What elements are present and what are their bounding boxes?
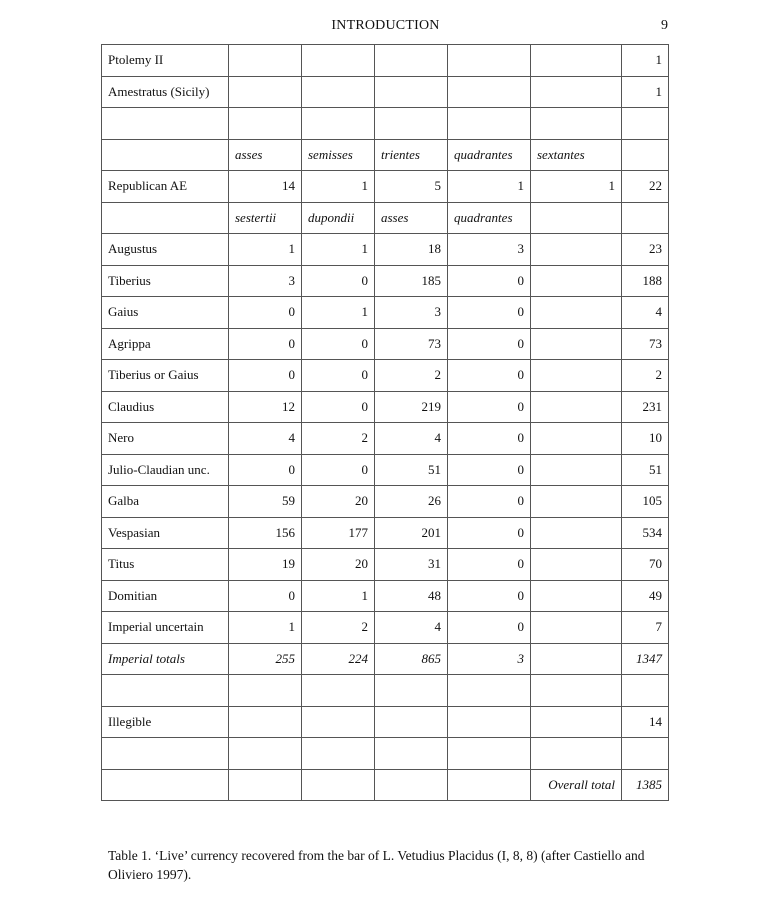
value-cell: 20 [302, 486, 375, 518]
table-cell [448, 675, 531, 707]
denomination-header: sestertii [229, 202, 302, 234]
value-cell: 255 [229, 643, 302, 675]
row-label: Domitian [102, 580, 229, 612]
row-label: Illegible [102, 706, 229, 738]
table-row [102, 45, 669, 77]
value-cell [229, 45, 302, 77]
value-cell [302, 76, 375, 108]
value-cell: 20 [302, 549, 375, 581]
value-cell: 48 [375, 580, 448, 612]
value-cell [531, 45, 622, 77]
value-cell: 59 [229, 486, 302, 518]
value-cell: 2 [302, 423, 375, 455]
table-cell [102, 769, 229, 801]
table-row [102, 391, 669, 423]
table-row [102, 580, 669, 612]
table-cell [375, 738, 448, 770]
value-cell: 26 [375, 486, 448, 518]
value-cell: 0 [448, 265, 531, 297]
value-cell: 1 [302, 234, 375, 266]
value-cell: 0 [448, 328, 531, 360]
table-caption: Table 1. ‘Live’ currency recovered from the bar of L. Vetudius Placidus (I, 8, 8) (after Castiello and Oliviero 1997). [108, 848, 645, 882]
table-cell [302, 769, 375, 801]
table-cell [531, 108, 622, 140]
value-cell: 1 [302, 171, 375, 203]
table-row [102, 517, 669, 549]
value-cell [531, 76, 622, 108]
value-cell: 1 [448, 171, 531, 203]
value-cell [531, 643, 622, 675]
row-total: 1 [622, 45, 669, 77]
row-label: Agrippa [102, 328, 229, 360]
row-label: Nero [102, 423, 229, 455]
value-cell: 219 [375, 391, 448, 423]
table-row [102, 328, 669, 360]
value-cell [531, 265, 622, 297]
table-cell [622, 108, 669, 140]
table-cell [448, 769, 531, 801]
value-cell: 156 [229, 517, 302, 549]
value-cell [531, 580, 622, 612]
value-cell: 51 [375, 454, 448, 486]
denomination-header [531, 202, 622, 234]
row-total: 2 [622, 360, 669, 392]
value-cell [531, 360, 622, 392]
value-cell: 1 [302, 297, 375, 329]
coin-table [101, 44, 669, 801]
row-total: 73 [622, 328, 669, 360]
table-cell [375, 108, 448, 140]
row-total: 105 [622, 486, 669, 518]
value-cell: 0 [448, 297, 531, 329]
table-cell [622, 738, 669, 770]
row-total: 4 [622, 297, 669, 329]
table-row [102, 549, 669, 581]
value-cell: 0 [302, 328, 375, 360]
table-row-blank [102, 108, 669, 140]
value-cell: 0 [448, 360, 531, 392]
value-cell: 4 [375, 612, 448, 644]
table-row [102, 454, 669, 486]
row-label: Republican AE [102, 171, 229, 203]
table-cell [302, 738, 375, 770]
value-cell: 865 [375, 643, 448, 675]
value-cell [531, 706, 622, 738]
row-label: Vespasian [102, 517, 229, 549]
row-label: Julio-Claudian unc. [102, 454, 229, 486]
row-label: Ptolemy II [102, 45, 229, 77]
value-cell: 0 [448, 391, 531, 423]
row-label: Titus [102, 549, 229, 581]
denomination-header: dupondii [302, 202, 375, 234]
value-cell: 5 [375, 171, 448, 203]
value-cell: 0 [302, 454, 375, 486]
row-total: 22 [622, 171, 669, 203]
value-cell [531, 454, 622, 486]
table-cell [531, 675, 622, 707]
value-cell [531, 297, 622, 329]
table-row [102, 423, 669, 455]
value-cell: 0 [302, 265, 375, 297]
page-number: 9 [661, 18, 668, 33]
value-cell: 3 [448, 643, 531, 675]
overall-total-value: 1385 [622, 769, 669, 801]
value-cell: 1 [229, 234, 302, 266]
table-cell [531, 738, 622, 770]
value-cell: 3 [229, 265, 302, 297]
table-row [102, 76, 669, 108]
value-cell: 4 [229, 423, 302, 455]
value-cell: 3 [375, 297, 448, 329]
value-cell: 4 [375, 423, 448, 455]
table-cell [622, 139, 669, 171]
table-cell [102, 675, 229, 707]
value-cell: 1 [531, 171, 622, 203]
value-cell: 201 [375, 517, 448, 549]
value-cell: 0 [448, 549, 531, 581]
value-cell [375, 45, 448, 77]
row-label: Amestratus (Sicily) [102, 76, 229, 108]
row-label: Tiberius or Gaius [102, 360, 229, 392]
value-cell: 19 [229, 549, 302, 581]
row-label: Imperial totals [102, 643, 229, 675]
row-total: 1 [622, 76, 669, 108]
value-cell: 0 [229, 360, 302, 392]
value-cell [531, 517, 622, 549]
value-cell: 0 [302, 360, 375, 392]
row-total: 231 [622, 391, 669, 423]
table-cell [229, 769, 302, 801]
denomination-header: asses [229, 139, 302, 171]
row-label: Tiberius [102, 265, 229, 297]
page-header-title: INTRODUCTION [331, 18, 440, 33]
value-cell [375, 706, 448, 738]
value-cell: 2 [375, 360, 448, 392]
row-total: 188 [622, 265, 669, 297]
table-row [102, 234, 669, 266]
value-cell: 0 [448, 486, 531, 518]
table-row-blank [102, 675, 669, 707]
row-total: 534 [622, 517, 669, 549]
value-cell: 0 [229, 328, 302, 360]
table-cell [622, 675, 669, 707]
value-cell [448, 706, 531, 738]
row-total: 51 [622, 454, 669, 486]
table-row [102, 486, 669, 518]
table-row [102, 360, 669, 392]
row-label: Claudius [102, 391, 229, 423]
table-cell [375, 675, 448, 707]
overall-total-label: Overall total [531, 769, 622, 801]
row-total: 1347 [622, 643, 669, 675]
row-total: 10 [622, 423, 669, 455]
value-cell: 73 [375, 328, 448, 360]
table-cell [302, 108, 375, 140]
value-cell [229, 706, 302, 738]
row-total: 14 [622, 706, 669, 738]
value-cell: 0 [448, 517, 531, 549]
row-total: 49 [622, 580, 669, 612]
table-row [102, 265, 669, 297]
value-cell: 3 [448, 234, 531, 266]
value-cell [229, 76, 302, 108]
denomination-header: sextantes [531, 139, 622, 171]
value-cell [531, 486, 622, 518]
table-cell [302, 675, 375, 707]
table-cell [229, 108, 302, 140]
value-cell [531, 234, 622, 266]
value-cell: 0 [229, 297, 302, 329]
table-cell [229, 675, 302, 707]
table-cell [102, 738, 229, 770]
denomination-header: quadrantes [448, 202, 531, 234]
value-cell [531, 423, 622, 455]
value-cell: 2 [302, 612, 375, 644]
table-row [102, 171, 669, 203]
value-cell [531, 391, 622, 423]
value-cell [302, 706, 375, 738]
value-cell: 0 [229, 454, 302, 486]
table-subheader-row [102, 202, 669, 234]
value-cell: 185 [375, 265, 448, 297]
value-cell [531, 549, 622, 581]
table-row [102, 297, 669, 329]
table-cell [622, 202, 669, 234]
table-row [102, 612, 669, 644]
value-cell [448, 76, 531, 108]
table-cell [229, 738, 302, 770]
row-label: Gaius [102, 297, 229, 329]
denomination-header: quadrantes [448, 139, 531, 171]
value-cell [375, 76, 448, 108]
value-cell [531, 328, 622, 360]
row-total: 23 [622, 234, 669, 266]
value-cell: 12 [229, 391, 302, 423]
value-cell: 224 [302, 643, 375, 675]
value-cell: 0 [229, 580, 302, 612]
table-cell [448, 108, 531, 140]
row-label: Galba [102, 486, 229, 518]
table-cell [102, 202, 229, 234]
value-cell: 0 [448, 612, 531, 644]
value-cell: 1 [229, 612, 302, 644]
value-cell: 177 [302, 517, 375, 549]
overall-total-row [102, 769, 669, 801]
row-label: Augustus [102, 234, 229, 266]
table-cell [102, 139, 229, 171]
table-cell [375, 769, 448, 801]
row-total: 70 [622, 549, 669, 581]
row-total: 7 [622, 612, 669, 644]
value-cell [531, 612, 622, 644]
denomination-header: trientes [375, 139, 448, 171]
imperial-totals-row [102, 643, 669, 675]
value-cell: 18 [375, 234, 448, 266]
value-cell: 0 [448, 454, 531, 486]
value-cell: 0 [302, 391, 375, 423]
row-label: Imperial uncertain [102, 612, 229, 644]
value-cell [302, 45, 375, 77]
value-cell: 31 [375, 549, 448, 581]
table-subheader-row [102, 139, 669, 171]
value-cell: 1 [302, 580, 375, 612]
denomination-header: asses [375, 202, 448, 234]
value-cell [448, 45, 531, 77]
table-row [102, 706, 669, 738]
table-cell [102, 108, 229, 140]
denomination-header: semisses [302, 139, 375, 171]
value-cell: 14 [229, 171, 302, 203]
value-cell: 0 [448, 580, 531, 612]
value-cell: 0 [448, 423, 531, 455]
table-cell [448, 738, 531, 770]
table-row-blank [102, 738, 669, 770]
